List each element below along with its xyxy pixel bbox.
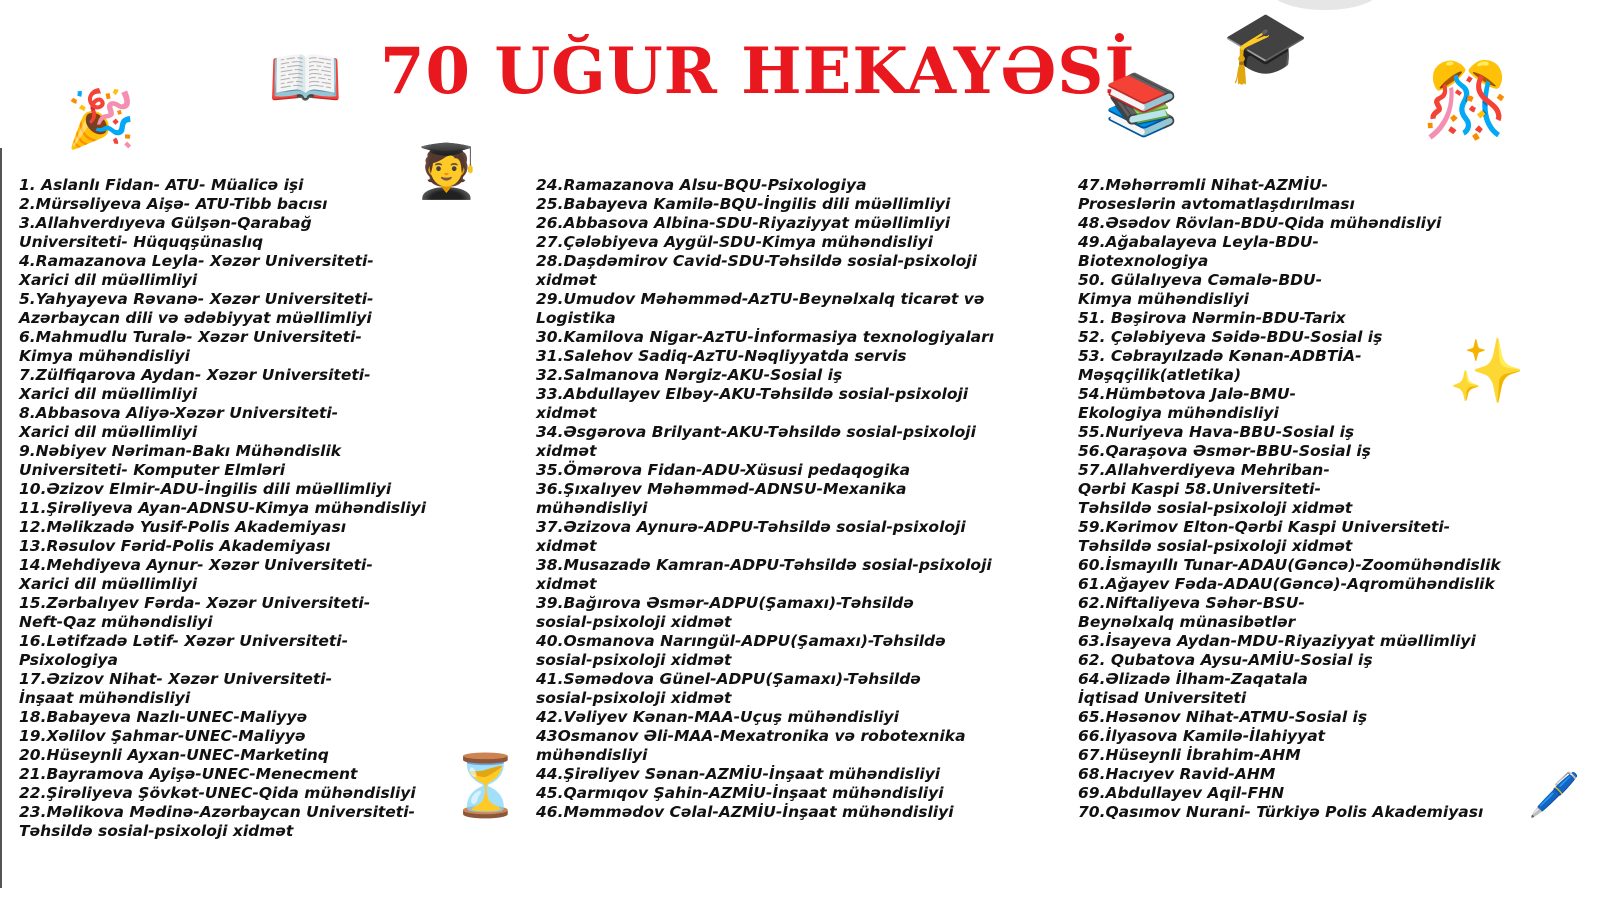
list-item: 24.Ramazanova Alsu-BQU-Psixologiya (536, 176, 867, 194)
books-icon: 📚 (1104, 70, 1179, 140)
list-item: 68.Hacıyev Ravid-AHM (1078, 765, 1276, 783)
list-item: 30.Kamilova Nigar-AzTU-İnformasiya texnologiyaları (536, 328, 995, 346)
list-item: 52. Çələbiyeva Səidə-BDU-Sosial iş (1078, 328, 1383, 346)
list-item: 47.Məhərrəmli Nihat-AZMİU- Proseslərin avtomatlaşdırılması (1078, 176, 1355, 213)
list-item: 34.Əsgərova Brilyant-AKU-Təhsildə sosial-psixoloji xidmət (536, 423, 976, 460)
list-item: 41.Səmədova Günel-ADPU(Şamaxı)-Təhsildə sosial-psixoloji xidmət (536, 670, 921, 707)
list-item: 43Osmanov Əli-MAA-Mexatronika və robotexnika mühəndisliyi (536, 727, 966, 764)
list-item: 60.İsmayıllı Tunar-ADAU(Gəncə)-Zoomühəndislik (1078, 556, 1501, 574)
success-list-column-3 (1078, 176, 1548, 822)
list-item: 56.Qaraşova Əsmər-BBU-Sosial iş (1078, 442, 1371, 460)
list-item: 26.Abbasova Albina-SDU-Riyaziyyat müəllimliyi (536, 214, 951, 232)
list-item: 3.Allahverdıyeva Gülşən-Qarabağ Universiteti- Hüquqşünaslıq (19, 214, 312, 251)
list-item: 39.Bağırova Əsmər-ADPU(Şamaxı)-Təhsildə sosial-psixoloji xidmət (536, 594, 914, 631)
list-item: 13.Rəsulov Fərid-Polis Akademiyası (19, 537, 331, 555)
list-item: 55.Nuriyeva Hava-BBU-Sosial iş (1078, 423, 1355, 441)
list-item: 38.Musazadə Kamran-ADPU-Təhsildə sosial-psixoloji xidmət (536, 556, 992, 593)
list-item: 49.Ağabalayeva Leyla-BDU- Biotexnologiya (1078, 233, 1319, 270)
list-item: 7.Zülfiqarova Aydan- Xəzər Universiteti- Xarici dil müəllimliyi (19, 366, 371, 403)
list-item: 32.Salmanova Nərgiz-AKU-Sosial iş (536, 366, 843, 384)
list-item: 50. Gülalıyeva Cəmalə-BDU- Kimya mühəndisliyi (1078, 271, 1323, 308)
list-item: 62.Niftaliyeva Səhər-BSU- Beynəlxalq münasibətlər (1078, 594, 1305, 631)
list-item: 16.Lətifzadə Lətif- Xəzər Universiteti- Psixologiya (19, 632, 349, 669)
list-item: 54.Hümbətova Jalə-BMU- Ekologiya mühəndisliyi (1078, 385, 1296, 422)
list-item: 21.Bayramova Ayişə-UNEC-Menecment (19, 765, 358, 783)
list-item: 14.Mehdiyeva Aynur- Xəzər Universiteti- Xarici dil müəllimliyi (19, 556, 373, 593)
list-item: 36.Şıxalıyev Məhəmməd-ADNSU-Mexanika mühəndisliyi (536, 480, 907, 517)
page-title: 70 UĞUR HEKAYƏSİ (380, 34, 1136, 109)
sparkles-icon: ✨ (1448, 334, 1526, 407)
list-item: 15.Zərbalıyev Fərda- Xəzər Universiteti- Neft-Qaz mühəndisliyi (19, 594, 371, 631)
list-item: 23.Məlikova Mədinə-Azərbaycan Universiteti- Təhsildə sosial-psixoloji xidmət (19, 803, 415, 840)
list-item: 59.Kərimov Elton-Qərbi Kaspi Universiteti- Təhsildə sosial-psixoloji xidmət (1078, 518, 1451, 555)
list-item: 18.Babayeva Nazlı-UNEC-Maliyyə (19, 708, 308, 726)
list-item: 70.Qasımov Nurani- Türkiyə Polis Akademiyası (1078, 803, 1484, 821)
list-item: 40.Osmanova Narıngül-ADPU(Şamaxı)-Təhsildə sosial-psixoloji xidmət (536, 632, 946, 669)
party-popper-icon: 🎉 (66, 87, 136, 152)
list-item: 53. Cəbrayılzadə Kənan-ADBTİA- Məşqçilik(atletika) (1078, 347, 1362, 384)
list-item: 5.Yahyayeva Rəvanə- Xəzər Universiteti- Azərbaycan dili və ədəbiyyat müəllimliyi (19, 290, 374, 327)
list-item: 45.Qarmıqov Şahin-AZMİU-İnşaat mühəndisliyi (536, 784, 944, 802)
pen-icon: 🖊️ (1528, 770, 1581, 819)
list-item: 17.Əzizov Nihat- Xəzər Universiteti- İnşaat mühəndisliyi (19, 670, 333, 707)
left-border-line (0, 148, 2, 888)
list-item: 12.Məlikzadə Yusif-Polis Akademiyası (19, 518, 347, 536)
list-item: 48.Əsədov Rövlan-BDU-Qida mühəndisliyi (1078, 214, 1442, 232)
list-item: 8.Abbasova Aliyə-Xəzər Universiteti- Xarici dil müəllimliyi (19, 404, 339, 441)
list-item: 33.Abdullayev Elbəy-AKU-Təhsildə sosial-psixoloji xidmət (536, 385, 969, 422)
student-icon: 🧑‍🎓 (414, 142, 479, 202)
confetti-ball-icon: 🎊 (1422, 58, 1512, 142)
list-item: 1. Aslanlı Fidan- ATU- Müalicə işi (19, 176, 304, 194)
hourglass-icon: ⏳ (448, 751, 523, 821)
list-item: 35.Ömərova Fidan-ADU-Xüsusi pedaqogika (536, 461, 911, 479)
list-item: 9.Nəbiyev Nəriman-Bakı Mühəndislik Universiteti- Komputer Elmləri (19, 442, 342, 479)
list-item: 61.Ağayev Fəda-ADAU(Gəncə)-Aqromühəndislik (1078, 575, 1495, 593)
list-item: 69.Abdullayev Aqil-FHN (1078, 784, 1285, 802)
list-item: 66.İlyasova Kamilə-İlahiyyat (1078, 727, 1326, 745)
list-item: 42.Vəliyev Kənan-MAA-Uçuş mühəndisliyi (536, 708, 899, 726)
list-item: 51. Bəşirova Nərmin-BDU-Tarix (1078, 309, 1346, 327)
list-item: 28.Daşdəmirov Cavid-SDU-Təhsildə sosial-psixoloji xidmət (536, 252, 977, 289)
open-book-icon: 📖 (268, 43, 343, 113)
list-item: 64.Əlizadə İlham-Zaqatala İqtisad Universiteti (1078, 670, 1308, 707)
list-item: 44.Şirəliyev Sənan-AZMİU-İnşaat mühəndisliyi (536, 765, 941, 783)
list-item: 22.Şirəliyeva Şövkət-UNEC-Qida mühəndisliyi (19, 784, 416, 802)
graduation-cap-icon: 🎓 (1222, 6, 1310, 88)
list-item: 62. Qubatova Aysu-AMİU-Sosial iş (1078, 651, 1373, 669)
list-item: 65.Həsənov Nihat-ATMU-Sosial iş (1078, 708, 1368, 726)
success-list-column-2 (536, 176, 1046, 822)
list-item: 10.Əzizov Elmir-ADU-İngilis dili müəllimliyi (19, 480, 392, 498)
list-item: 63.İsayeva Aydan-MDU-Riyaziyyat müəllimliyi (1078, 632, 1476, 650)
list-item: 2.Mürsəliyeva Aişə- ATU-Tibb bacısı (19, 195, 328, 213)
list-item: 31.Salehov Sadiq-AzTU-Nəqliyyatda servis (536, 347, 907, 365)
list-item: 20.Hüseynli Ayxan-UNEC-Marketinq (19, 746, 329, 764)
list-item: 25.Babayeva Kamilə-BQU-İngilis dili müəllimliyi (536, 195, 951, 213)
list-item: 67.Hüseynli İbrahim-AHM (1078, 746, 1301, 764)
list-item: 6.Mahmudlu Turalə- Xəzər Universiteti- Kimya mühəndisliyi (19, 328, 362, 365)
list-item: 19.Xəlilov Şahmar-UNEC-Maliyyə (19, 727, 306, 745)
list-item: 29.Umudov Məhəmməd-AzTU-Beynəlxalq ticarət və Logistika (536, 290, 985, 327)
list-item: 27.Çələbiyeva Aygül-SDU-Kimya mühəndisliyi (536, 233, 933, 251)
list-item: 57.Allahverdiyeva Mehriban- Qərbi Kaspi 58.Universiteti- Təhsildə sosial-psixoloji xidmət (1078, 461, 1353, 517)
list-item: 11.Şirəliyeva Ayan-ADNSU-Kimya mühəndisliyi (19, 499, 427, 517)
list-item: 46.Məmmədov Cəlal-AZMİU-İnşaat mühəndisliyi (536, 803, 954, 821)
success-list-column-1 (19, 176, 459, 841)
list-item: 4.Ramazanova Leyla- Xəzər Universiteti- Xarici dil müəllimliyi (19, 252, 374, 289)
list-item: 37.Əzizova Aynurə-ADPU-Təhsildə sosial-psixoloji xidmət (536, 518, 966, 555)
